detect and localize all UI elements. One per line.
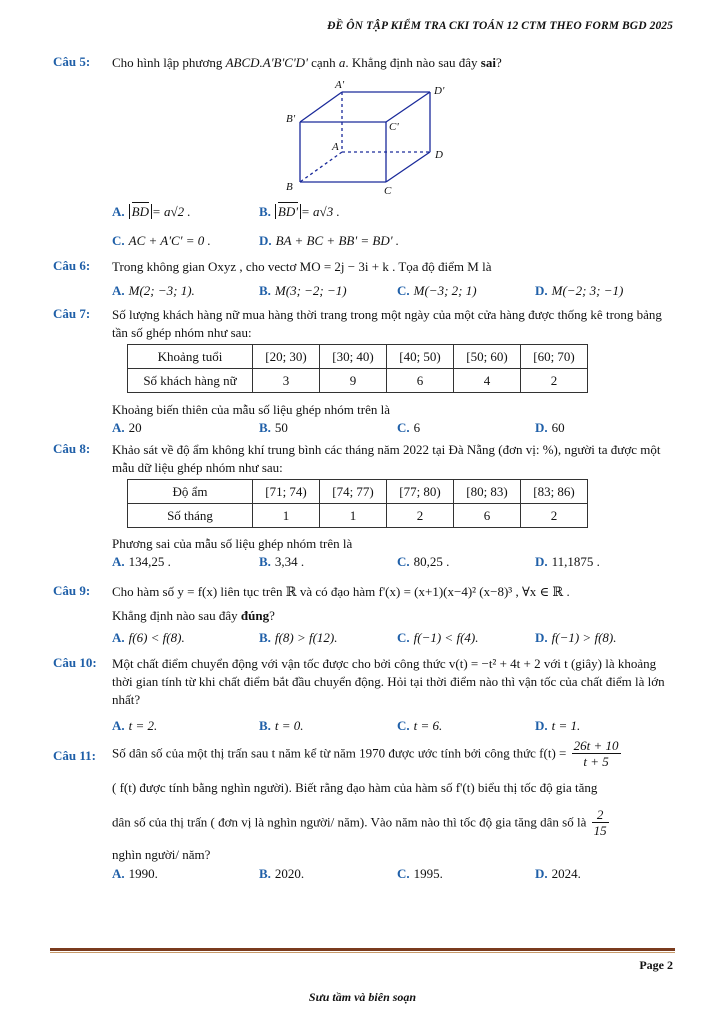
question-text: Cho hàm số y = f(x) liên tục trên ℝ và có đạo hàm f'(x) = (x+1)(x−4)² (x−8)³ , ∀x ∈ ℝ . Khẳng định nào sau đây đúng? bbox=[112, 584, 570, 623]
question-text: Số dân số của một thị trấn sau t năm kể từ năm 1970 được ước tính bởi công thức f(t) = $\frac{26t + 10}{t + 5}$ ( f(t) được tính bằng nghìn người). Biết rằng đạo hàm của hàm số f'(t) biểu thị tốc độ gia tăng dân số của thị trấn ( đơn vị là nghìn người/ năm). Vào năm nào thì tốc độ gia tăng dân số là $\frac{2}{15}$ nghìn người/ năm? bbox=[112, 738, 619, 862]
footer-credit: Sưu tầm và biên soạn bbox=[308, 990, 417, 1004]
frequency-table-q7: Khoảng tuổi [20; 30) [30; 40) [40; 50) [50; 60) [60; 70) Số khách hàng nữ 3 9 6 4 2 bbox=[127, 344, 588, 393]
question-label: Câu 7: bbox=[53, 306, 91, 321]
page-header: ĐỀ ÔN TẬP KIỂM TRA CKI TOÁN 12 CTM THEO FORM BGD 2025 bbox=[327, 20, 673, 32]
vertex-label: B bbox=[286, 181, 293, 193]
option-a[interactable]: A. BD = a√2 . bbox=[112, 204, 191, 219]
option-c[interactable]: C. t = 6. bbox=[397, 718, 443, 733]
option-b[interactable]: B. BD' = a√3 . bbox=[259, 204, 340, 219]
rate-fraction: $\frac{2}{15}$ bbox=[593, 807, 607, 838]
option-a[interactable]: A. M(2; −3; 1). bbox=[112, 283, 195, 298]
vertex-label: D' bbox=[434, 85, 445, 97]
option-c[interactable]: C. f(−1) < f(4). bbox=[397, 630, 479, 645]
vertex-label: C' bbox=[389, 121, 399, 133]
option-a[interactable]: A. 134,25 . bbox=[112, 554, 171, 569]
option-b[interactable]: B. f(8) > f(12). bbox=[259, 630, 338, 645]
option-a[interactable]: A. 20 bbox=[112, 420, 142, 435]
question-label: Câu 6: bbox=[53, 258, 91, 273]
option-d[interactable]: D. M(−2; 3; −1) bbox=[535, 283, 624, 298]
option-b[interactable]: B. M(3; −2; −1) bbox=[259, 283, 347, 298]
question-text: Khảo sát về độ ẩm không khí trung bình các tháng năm 2022 tại Đà Nẵng (đơn vị: %), người ta được một mẫu dữ liệu ghép nhóm như sau: bbox=[112, 442, 661, 475]
option-d[interactable]: D. 60 bbox=[535, 420, 565, 435]
option-c[interactable]: C. 6 bbox=[397, 420, 421, 435]
option-a[interactable]: A. f(6) < f(8). bbox=[112, 630, 185, 645]
option-d[interactable]: D. f(−1) > f(8). bbox=[535, 630, 617, 645]
question-label: Câu 5: bbox=[53, 54, 91, 69]
vertex-label: C bbox=[384, 185, 392, 197]
option-d[interactable]: D. BA + BC + BB' = BD' . bbox=[259, 233, 399, 248]
option-b[interactable]: B. t = 0. bbox=[259, 718, 304, 733]
option-c[interactable]: C. M(−3; 2; 1) bbox=[397, 283, 477, 298]
question-text: Cho hình lập phương ABCD.A'B'C'D' cạnh a. Khẳng định nào sau đây sai? bbox=[112, 55, 502, 70]
question-text: Trong không gian Oxyz , cho vectơ MO = 2j − 3i + k . Tọa độ điểm M là bbox=[112, 259, 492, 274]
question-10 bbox=[53, 655, 675, 709]
question-label: Câu 8: bbox=[53, 441, 91, 456]
option-c[interactable]: C. 80,25 . bbox=[397, 554, 450, 569]
option-b[interactable]: B. 50 bbox=[259, 420, 288, 435]
question-7 bbox=[53, 306, 675, 342]
question-label: Câu 10: bbox=[53, 655, 97, 670]
option-d[interactable]: D. 2024. bbox=[535, 866, 581, 881]
population-formula-fraction: $\frac{26t + 10}{t + 5}$ bbox=[573, 738, 619, 769]
option-d[interactable]: D. t = 1. bbox=[535, 718, 581, 733]
option-a[interactable]: A. t = 2. bbox=[112, 718, 158, 733]
question-text: Một chất điểm chuyển động với vận tốc được cho bởi công thức v(t) = −t² + 4t + 2 với t (giây) là khoảng thời gian tính từ khi chất điểm bắt đầu chuyển động. Hỏi tại thời điểm nào thì vận tốc của chất điểm là lớn nhất? bbox=[112, 656, 665, 707]
option-b[interactable]: B. 3,34 . bbox=[259, 554, 305, 569]
footer-rule-dark bbox=[50, 948, 675, 951]
option-b[interactable]: B. 2020. bbox=[259, 866, 305, 881]
footer-rule-light bbox=[50, 952, 675, 953]
option-c[interactable]: C. AC + A'C' = 0 . bbox=[112, 233, 211, 248]
question-9 bbox=[53, 583, 675, 625]
question-label: Câu 11: bbox=[53, 748, 96, 763]
option-c[interactable]: C. 1995. bbox=[397, 866, 443, 881]
question-6 bbox=[53, 258, 675, 276]
vertex-label: A' bbox=[335, 79, 345, 91]
q7-question: Khoảng biến thiên của mẫu số liệu ghép nhóm trên là bbox=[112, 402, 390, 417]
option-d[interactable]: D. 11,1875 . bbox=[535, 554, 600, 569]
option-a[interactable]: A. 1990. bbox=[112, 866, 158, 881]
question-11 bbox=[53, 738, 675, 864]
question-8 bbox=[53, 441, 675, 477]
frequency-table-q8: Độ ẩm [71; 74) [74; 77) [77; 80) [80; 83) [83; 86) Số tháng 1 1 2 6 2 bbox=[127, 479, 588, 528]
q8-question: Phương sai của mẫu số liệu ghép nhóm trên là bbox=[112, 536, 353, 551]
page-number: Page 2 bbox=[639, 958, 673, 972]
question-5 bbox=[53, 54, 675, 72]
question-label: Câu 9: bbox=[53, 583, 91, 598]
cube-figure bbox=[280, 78, 460, 198]
vertex-label: A bbox=[332, 141, 339, 153]
question-text: Số lượng khách hàng nữ mua hàng thời trang trong một ngày của một cửa hàng được thống kê trong bảng tần số ghép nhóm như sau: bbox=[112, 307, 662, 340]
vertex-label: B' bbox=[286, 113, 296, 125]
vertex-label: D bbox=[435, 149, 443, 161]
